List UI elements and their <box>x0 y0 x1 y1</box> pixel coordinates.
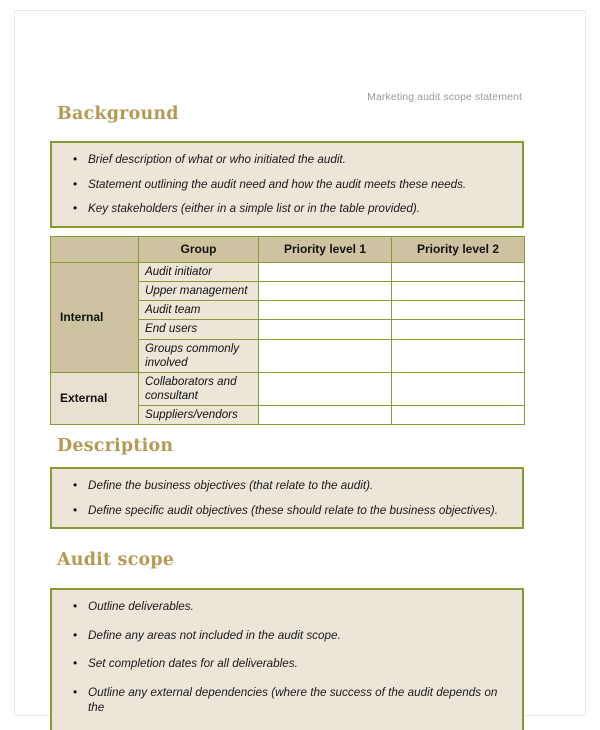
list-item: • Define specific audit objectives (these should relate to the business objectives). <box>52 504 522 519</box>
audit-scope-content-box <box>50 588 524 730</box>
section-heading-background: Background <box>57 104 179 124</box>
audit-scope-bullet-list <box>52 600 522 715</box>
section-heading-description: Description <box>57 436 174 456</box>
category-cell-internal: Internal <box>51 263 139 373</box>
list-item: • Key stakeholders (either in a simple list or in the table provided). <box>52 202 522 217</box>
section-heading-audit-scope: Audit scope <box>57 550 175 570</box>
background-content-box <box>50 141 524 228</box>
group-cell: Audit team <box>139 301 259 320</box>
list-item: • Statement outlining the audit need and how the audit meets these needs. <box>52 178 522 193</box>
group-cell: Audit initiator <box>139 263 259 282</box>
list-item: • Outline deliverables. <box>52 600 522 615</box>
description-bullet-list <box>52 479 522 518</box>
list-item: • Brief description of what or who initiated the audit. <box>52 153 522 168</box>
group-cell: Collaborators and consultant <box>139 372 259 405</box>
document-header-title: Marketing audit scope statement <box>367 91 522 103</box>
priority-2-cell[interactable] <box>392 301 525 320</box>
list-item: • Outline any external dependencies (where the success of the audit depends on the <box>52 686 522 715</box>
group-cell: End users <box>139 320 259 339</box>
priority-1-cell[interactable] <box>259 263 392 282</box>
priority-1-cell[interactable] <box>259 339 392 372</box>
priority-2-cell[interactable] <box>392 263 525 282</box>
table-row <box>51 263 525 282</box>
priority-2-cell[interactable] <box>392 320 525 339</box>
group-cell: Groups commonly involved <box>139 339 259 372</box>
priority-2-cell[interactable] <box>392 372 525 405</box>
table-header-group: Group <box>139 237 259 263</box>
list-item: • Define any areas not included in the audit scope. <box>52 629 522 644</box>
list-item: • Set completion dates for all deliverables. <box>52 657 522 672</box>
table-row <box>51 372 525 405</box>
priority-2-cell[interactable] <box>392 282 525 301</box>
group-cell: Suppliers/vendors <box>139 406 259 425</box>
priority-2-cell[interactable] <box>392 406 525 425</box>
table-header-priority-2: Priority level 2 <box>392 237 525 263</box>
group-cell: Upper management <box>139 282 259 301</box>
background-bullet-list <box>52 153 522 217</box>
priority-1-cell[interactable] <box>259 372 392 405</box>
table-header-priority-1: Priority level 1 <box>259 237 392 263</box>
priority-2-cell[interactable] <box>392 339 525 372</box>
list-item: • Define the business objectives (that relate to the audit). <box>52 479 522 494</box>
table-header-corner <box>51 237 139 263</box>
priority-1-cell[interactable] <box>259 282 392 301</box>
category-cell-external: External <box>51 372 139 424</box>
table-header-row <box>51 237 525 263</box>
priority-1-cell[interactable] <box>259 406 392 425</box>
description-content-box <box>50 467 524 529</box>
priority-1-cell[interactable] <box>259 301 392 320</box>
stakeholder-table <box>50 236 525 425</box>
priority-1-cell[interactable] <box>259 320 392 339</box>
